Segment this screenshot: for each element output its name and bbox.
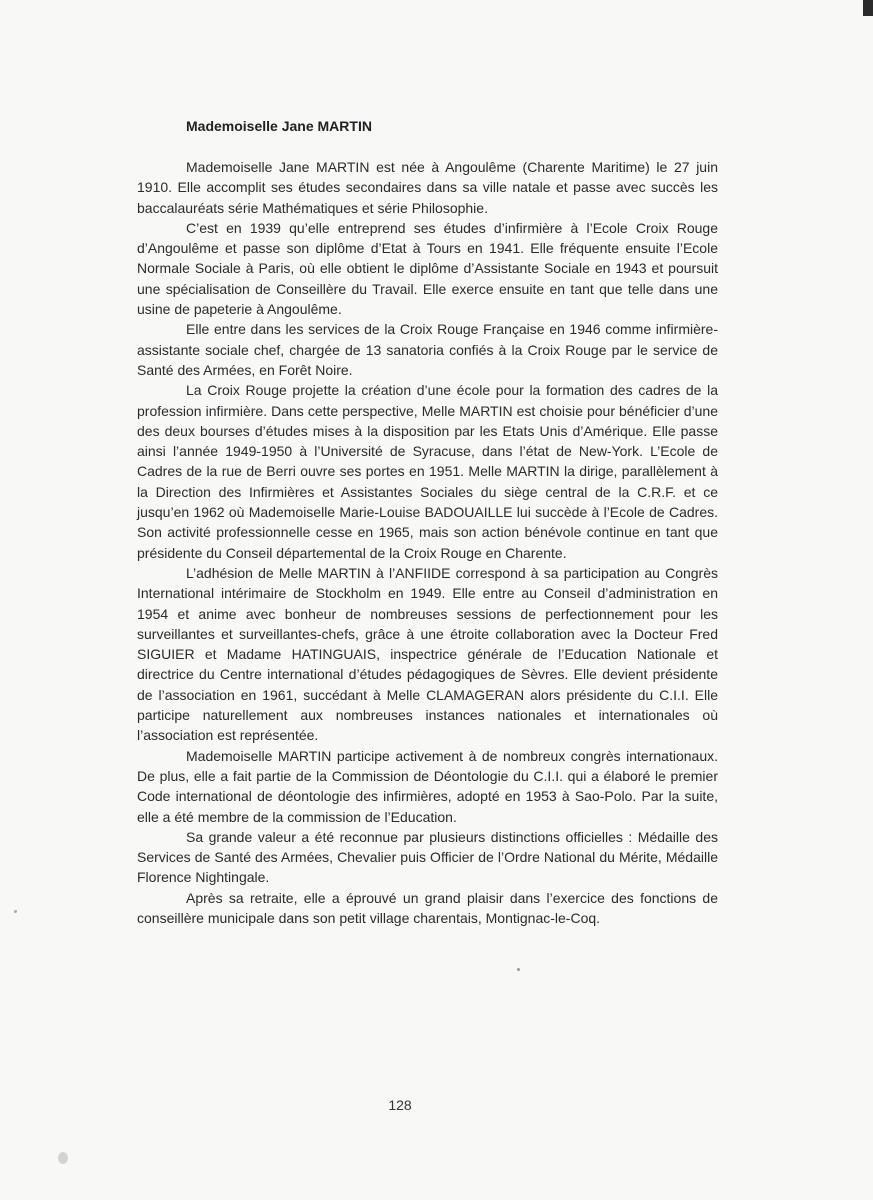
paragraph-birth: Mademoiselle Jane MARTIN est née à Angoulême (Charente Maritime) le 27 juin 1910. Elle accomplit ses études secondaires dans sa ville natale et passe avec succès les baccalauréats série Mathématiques et série Philosophie. xyxy=(137,159,718,216)
paragraph-nursing-studies: C’est en 1939 qu’elle entreprend ses études d’infirmière à l’Ecole Croix Rouge d’Angoulême et passe son diplôme d’Etat à Tours en 1941. Elle fréquente ensuite l’Ecole Normale Sociale à Paris, où elle obtient le diplôme d’Assistante Sociale en 1943 et poursuit une spécialisation de Conseillère du Travail. Elle exerce ensuite en tant que telle dans une usine de papeterie à Angoulême. xyxy=(137,219,718,318)
paragraph-congresses: Mademoiselle MARTIN participe activement à de nombreux congrès internationaux. De plus, elle a fait partie de la Commission de Déontologie du C.I.I. qui a élaboré le premier Code international de déontologie des infirmières, adopté en 1953 à Sao-Polo. Par la suite, elle a été membre de la commission de l’Education. xyxy=(137,747,718,825)
paragraph-distinctions: Sa grande valeur a été reconnue par plusieurs distinctions officielles : Médaille des Services de Santé des Armées, Chevalier puis Officier de l’Ordre National du Mérite, Médaille Florence Nightingale. xyxy=(137,828,718,886)
document-title: Mademoiselle Jane MARTIN xyxy=(186,118,372,134)
scan-speck xyxy=(14,910,17,913)
paragraph-cadres-school: La Croix Rouge projette la création d’une école pour la formation des cadres de la profession infirmière. Dans cette perspective, Melle MARTIN est choisie pour bénéficier d’une des deux bourses d’études mises à la disposition par les Etats Unis d’Amérique. Elle passe ainsi l’année 1949-1950 à l’Université de Syracuse, dans l’état de New-York. L’Ecole de Cadres de la rue de Berri ouvre ses portes en 1951. Melle MARTIN la dirige, parallèlement à la Direction des Infirmières et Assistantes Sociales du siège central de la C.R.F. et ce jusqu’en 1962 où Mademoiselle Marie-Louise BADOUAILLE lui succède à l’Ecole de Cadres. Son activité professionnelle cesse en 1965, mais son action bénévole continue en tant que présidente du Conseil départemental de la Croix Rouge en Charente. xyxy=(137,382,718,561)
page-number: 128 xyxy=(388,1097,412,1113)
paragraph-red-cross-entry: Elle entre dans les services de la Croix Rouge Française en 1946 comme infirmière-assistante sociale chef, chargée de 13 sanatoria confiés à la Croix Rouge par le service de Santé des Armées, en Forêt Noire. xyxy=(137,321,718,378)
document-body xyxy=(137,157,718,928)
scan-speck xyxy=(517,968,520,971)
paragraph-retirement: Après sa retraite, elle a éprouvé un grand plaisir dans l’exercice des fonctions de conseillère municipale dans son petit village charentais, Montignac-le-Coq. xyxy=(137,889,718,926)
paragraph-anfiide: L’adhésion de Melle MARTIN à l’ANFIIDE correspond à sa participation au Congrès International intérimaire de Stockholm en 1949. Elle entre au Conseil d’administration en 1954 et anime avec bonheur de nombreuses sessions de perfectionnement pour les surveillantes et surveillantes-chefs, grâce à une étroite collaboration avec la Docteur Fred SIGUIER et Madame HATINGUAIS, inspectrice générale de l’Education Nationale et directrice du Centre international d’études pédagogiques de Sèvres. Elle devient présidente de l’association en 1961, succédant à Melle CLAMAGERAN alors présidente du C.I.I. Elle participe naturellement aux nombreuses instances nationales et internationales où l’association est représentée. xyxy=(137,564,718,744)
scan-edge-mark xyxy=(863,0,873,16)
scan-speck xyxy=(58,1152,68,1164)
